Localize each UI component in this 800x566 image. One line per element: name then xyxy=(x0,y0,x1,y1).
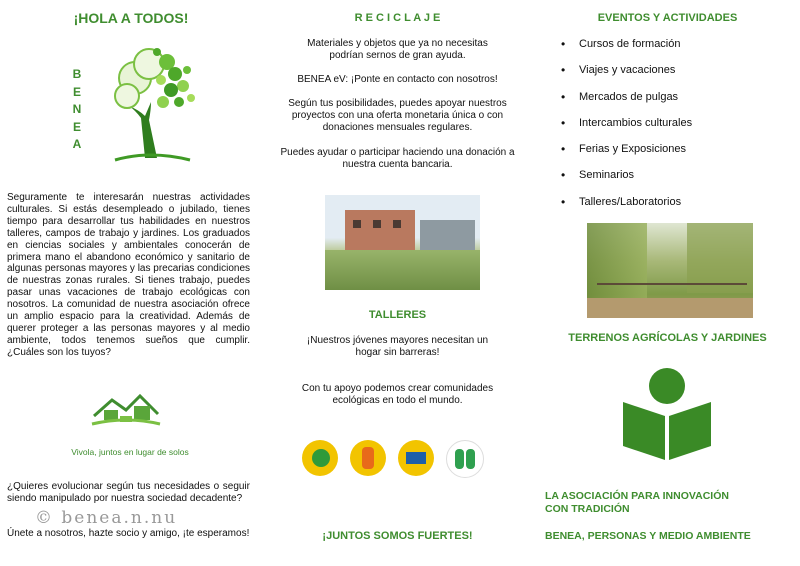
talleres-heading: TALLERES xyxy=(368,309,427,321)
list-item: • Talleres/Laboratorios xyxy=(535,196,800,222)
intro-paragraph: Seguramente te interesarán nuestras actividades culturales. Si estás desempleado o jubilado, tienes tiempo para desarrollar tus habilidades en nuestros talleres, campos de trabajo y jardines. Los graduados en ciencias sociales y ambientales conocerán de primera mano el abandono económico y sanitario de algunas personas mayores y las precarias condiciones de nuestras zonas rurales. Si tienes trabajo, puedes pasar unas vacaciones de trabajo ecológicas con nosotros. La comunidad de nuestra asociación ofrece un amplio espacio para la creatividad. Además de querer proteger a las personas mayores y al medio ambiente, todos tenemos sueños que cumplir. ¿Cuáles son los tuyos? xyxy=(7,192,250,358)
question-paragraph: ¿Quieres evolucionar según tus necesidades o seguir siendo manipulado por nuestra sociedad decadente? xyxy=(7,481,250,504)
logo-letter: E xyxy=(72,84,81,99)
recycling-p2: BENEA eV: ¡Ponte en contacto con nosotros! xyxy=(297,74,498,85)
vivola-caption: Vivola, juntos en lugar de solos xyxy=(71,447,189,457)
reading-book-icon xyxy=(619,366,715,462)
recycling-heading: R E C I C L A J E xyxy=(354,12,441,24)
left-panel xyxy=(0,0,262,566)
benea-footer: BENEA, PERSONAS Y MEDIO AMBIENTE xyxy=(545,530,751,542)
association-title xyxy=(545,490,795,516)
house-photo xyxy=(325,195,480,290)
list-item: • Seminarios xyxy=(535,169,800,195)
list-item: • Viajes y vacaciones xyxy=(535,64,800,90)
logo-letter: B xyxy=(72,67,82,81)
tree-logo-icon xyxy=(105,40,200,165)
list-item: • Intercambios culturales xyxy=(535,117,800,143)
peace-hand-badge-icon xyxy=(350,440,386,476)
ecology-badge-icon xyxy=(302,440,338,476)
benea-vertical-logo xyxy=(71,66,83,154)
recycling-p3: Según tus posibilidades, puedes apoyar nuestros proyectos con una oferta monetaria única o con donaciones mensuales regulares. xyxy=(288,98,507,133)
terrenos-heading: TERRENOS AGRÍCOLAS Y JARDINES xyxy=(568,332,767,344)
watermark: © benea.n.nu xyxy=(35,508,178,528)
greeting-heading: ¡HOLA A TODOS! xyxy=(73,10,189,26)
garden-photo xyxy=(587,223,753,318)
logo-letter: E xyxy=(72,119,81,134)
invite-paragraph: Únete a nosotros, hazte socio y amigo, ¡te esperamos! xyxy=(7,528,250,539)
talleres-p1: ¡Nuestros jóvenes mayores necesitan un hogar sin barreras! xyxy=(306,335,489,358)
democracy-megaphone-badge-icon xyxy=(398,440,434,476)
association-line-2: CON TRADICIÓN xyxy=(545,503,630,515)
list-item: • Mercados de pulgas xyxy=(535,91,800,117)
list-item: • Cursos de formación xyxy=(535,38,800,64)
right-panel xyxy=(535,0,800,566)
events-heading: EVENTOS Y ACTIVIDADES xyxy=(597,12,738,24)
recycling-p4: Puedes ayudar o participar haciendo una donación a nuestra cuenta bancaria. xyxy=(280,147,515,170)
solidarity-badge-icon xyxy=(446,440,484,478)
list-item: • Ferias y Exposiciones xyxy=(535,143,800,169)
recycling-p1: Materiales y objetos que ya no necesitas podrían sernos de gran ayuda. xyxy=(307,38,488,61)
logo-letter: N xyxy=(72,102,82,116)
middle-panel xyxy=(270,0,525,566)
talleres-p2: Con tu apoyo podemos crear comunidades ecológicas en todo el mundo. xyxy=(301,383,494,406)
strong-together-heading: ¡JUNTOS SOMOS FUERTES! xyxy=(322,530,473,542)
house-logo-icon xyxy=(90,388,162,428)
logo-letter: A xyxy=(72,137,82,151)
association-line-1: LA ASOCIACIÓN PARA INNOVACIÓN xyxy=(545,490,729,502)
events-list xyxy=(535,38,800,222)
